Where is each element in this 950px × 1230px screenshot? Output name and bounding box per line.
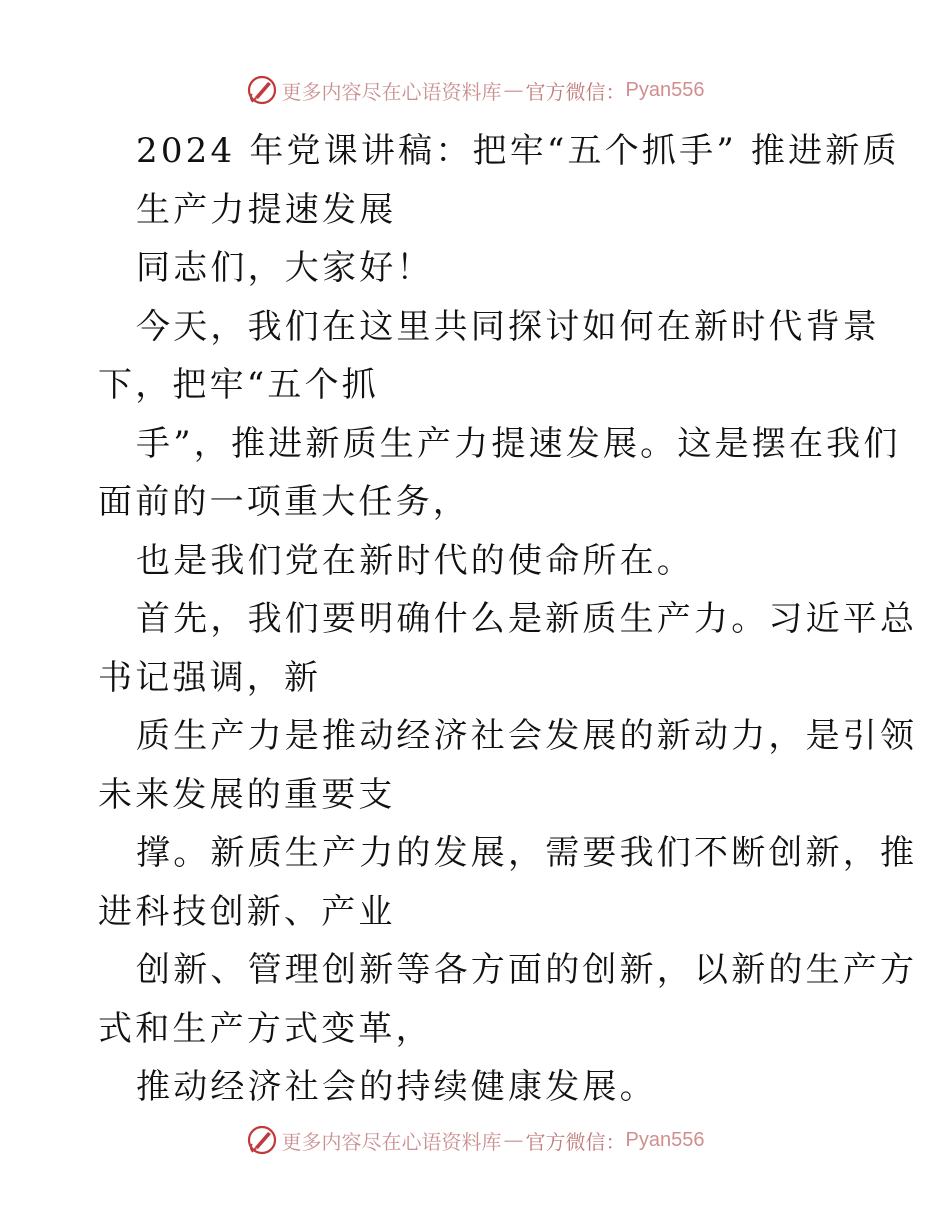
text-line: 未来发展的重要支 <box>98 774 396 815</box>
text-line: 今天，我们在这里共同探讨如何在新时代背景 <box>136 306 880 347</box>
watermark-dash: — <box>503 78 524 102</box>
text-line: 2024 年党课讲稿：把牢“五个抓手” 推进新质 <box>136 131 900 171</box>
watermark-wechat-id: Pyan556 <box>625 1128 705 1151</box>
text-line: 质生产力是推动经济社会发展的新动力，是引领 <box>136 716 918 756</box>
quill-logo-icon <box>246 74 278 106</box>
document-body <box>98 122 918 1117</box>
text-line: 进科技创新、产业 <box>98 891 396 932</box>
text-line: 撑。新质生产力的发展，需要我们不断创新，推 <box>136 833 918 873</box>
text-line: 创新、管理创新等各方面的创新，以新的生产方 <box>136 950 918 990</box>
text-line: 首先，我们要明确什么是新质生产力。习近平总 <box>136 599 918 639</box>
watermark-wechat-id: Pyan556 <box>625 78 705 101</box>
text-line: 面前的一项重大任务， <box>98 482 470 522</box>
text-line: 也是我们党在新时代的使命所在。 <box>136 540 694 581</box>
watermark-dash: — <box>503 1128 524 1152</box>
text-line: 同志们，大家好！ <box>136 248 434 288</box>
footer-watermark <box>0 1120 950 1160</box>
quill-logo-icon <box>246 1124 278 1156</box>
watermark-text: 更多内容尽在心语资料库 <box>281 79 502 104</box>
watermark-text: 更多内容尽在心语资料库 <box>281 1129 502 1154</box>
watermark-official: 官方微信： <box>525 79 626 104</box>
header-watermark <box>0 70 950 110</box>
text-line: 生产力提速发展 <box>136 189 397 230</box>
text-line: 书记强调，新 <box>98 657 322 698</box>
text-line: 式和生产方式变革， <box>98 1008 433 1049</box>
text-line: 推动经济社会的持续健康发展。 <box>136 1067 657 1107</box>
watermark-official: 官方微信： <box>525 1129 626 1154</box>
text-line: 手”，推进新质生产力提速发展。这是摆在我们 <box>136 423 901 464</box>
text-line: 下，把牢“五个抓 <box>98 365 379 405</box>
